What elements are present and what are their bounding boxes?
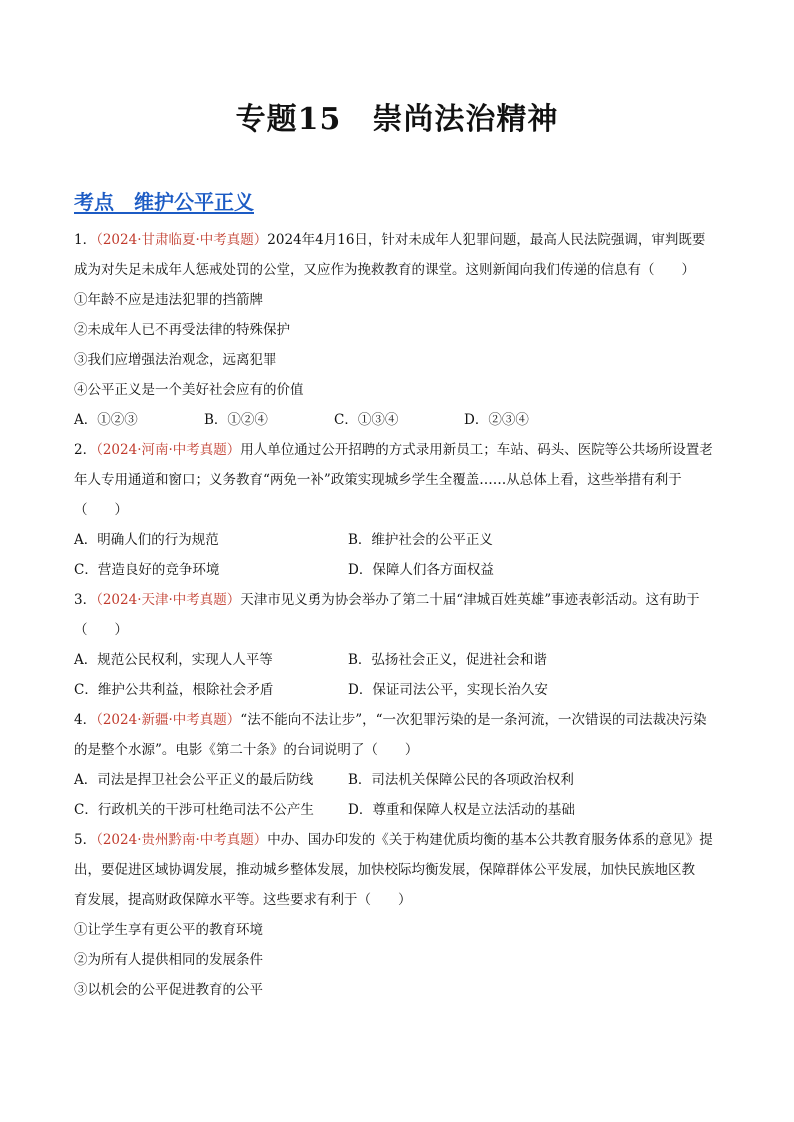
option-d[interactable]: D．保证司法公平，实现长治久安 [348, 682, 548, 698]
section-heading: 考点 维护公平正义 [74, 190, 254, 214]
question-5-line-2: 出，要促进区域协调发展，推动城乡整体发展，加快校际均衡发展，保障群体公平发展，加快民族地区教 [74, 862, 695, 878]
option-b[interactable]: B．①②④ [204, 412, 268, 428]
question-1-line-1: 1．（2024·甘肃临夏·中考真题）2024年4月16日，针对未成年人犯罪问题，最高人民法院强调，审判既要 [74, 232, 706, 248]
options-row [74, 795, 724, 825]
options-row [74, 645, 724, 675]
question-2-line-2: 年人专用通道和窗口；义务教育“两免一补”政策实现城乡学生全覆盖……从总体上看，这些举措有利于 [74, 472, 682, 488]
option-c[interactable]: C．行政机关的干涉可杜绝司法不公产生 [74, 802, 314, 818]
question-4-line-1: 4．（2024·新疆·中考真题）“法不能向不法让步”，“一次犯罪污染的是一条河流，一次错误的司法裁决污染 [74, 712, 707, 728]
statement: ③我们应增强法治观念，远离犯罪 [74, 352, 277, 368]
statement: ①年龄不应是违法犯罪的挡箭牌 [74, 292, 263, 308]
option-c[interactable]: C．①③④ [334, 412, 399, 428]
question-3-line-1: 3．（2024·天津·中考真题）天津市见义勇为协会举办了第二十届“津城百姓英雄”事迹表彰活动。这有助于 [74, 592, 700, 608]
options-row [74, 765, 724, 795]
option-d[interactable]: D．②③④ [464, 412, 529, 428]
statement: ③以机会的公平促进教育的公平 [74, 982, 263, 998]
option-a[interactable]: A．明确人们的行为规范 [74, 532, 219, 548]
options-row [74, 555, 724, 585]
option-b[interactable]: B．弘扬社会正义，促进社会和谐 [348, 652, 547, 668]
option-b[interactable]: B．司法机关保障公民的各项政治权利 [348, 772, 574, 788]
question-3-line-2: （ ） [74, 622, 128, 638]
option-a[interactable]: A．司法是捍卫社会公平正义的最后防线 [74, 772, 314, 788]
page-title: 专题15 崇尚法治精神 [235, 102, 559, 137]
option-d[interactable]: D．尊重和保障人权是立法活动的基础 [348, 802, 575, 818]
statement: ②为所有人提供相同的发展条件 [74, 952, 263, 968]
options-row [74, 675, 724, 705]
option-c[interactable]: C．维护公共利益，根除社会矛盾 [74, 682, 274, 698]
question-1-line-2: 成为对失足未成年人惩戒处罚的公堂，又应作为挽救教育的课堂。这则新闻向我们传递的信息有（ ） [74, 262, 695, 278]
statement: ①让学生享有更公平的教育环境 [74, 922, 263, 938]
question-2-line-3: （ ） [74, 502, 128, 518]
question-5-line-1: 5．（2024·贵州黔南·中考真题）中办、国办印发的《关于构建优质均衡的基本公共教育服务体系的意见》提 [74, 832, 713, 848]
question-list [74, 225, 724, 1005]
question-5-line-3: 育发展，提高财政保障水平等。这些要求有利于（ ） [74, 892, 412, 908]
option-d[interactable]: D．保障人们各方面权益 [348, 562, 494, 578]
option-c[interactable]: C．营造良好的竞争环境 [74, 562, 220, 578]
statement: ②未成年人已不再受法律的特殊保护 [74, 322, 290, 338]
options-row [74, 525, 724, 555]
options-row [74, 405, 724, 435]
question-2-line-1: 2．（2024·河南·中考真题）用人单位通过公开招聘的方式录用新员工；车站、码头、医院等公共场所设置老 [74, 442, 713, 458]
question-4-line-2: 的是整个水源”。电影《第二十条》的台词说明了（ ） [74, 742, 419, 758]
option-a[interactable]: A．规范公民权利，实现人人平等 [74, 652, 273, 668]
statement: ④公平正义是一个美好社会应有的价值 [74, 382, 304, 398]
option-a[interactable]: A．①②③ [74, 412, 138, 428]
option-b[interactable]: B．维护社会的公平正义 [348, 532, 493, 548]
